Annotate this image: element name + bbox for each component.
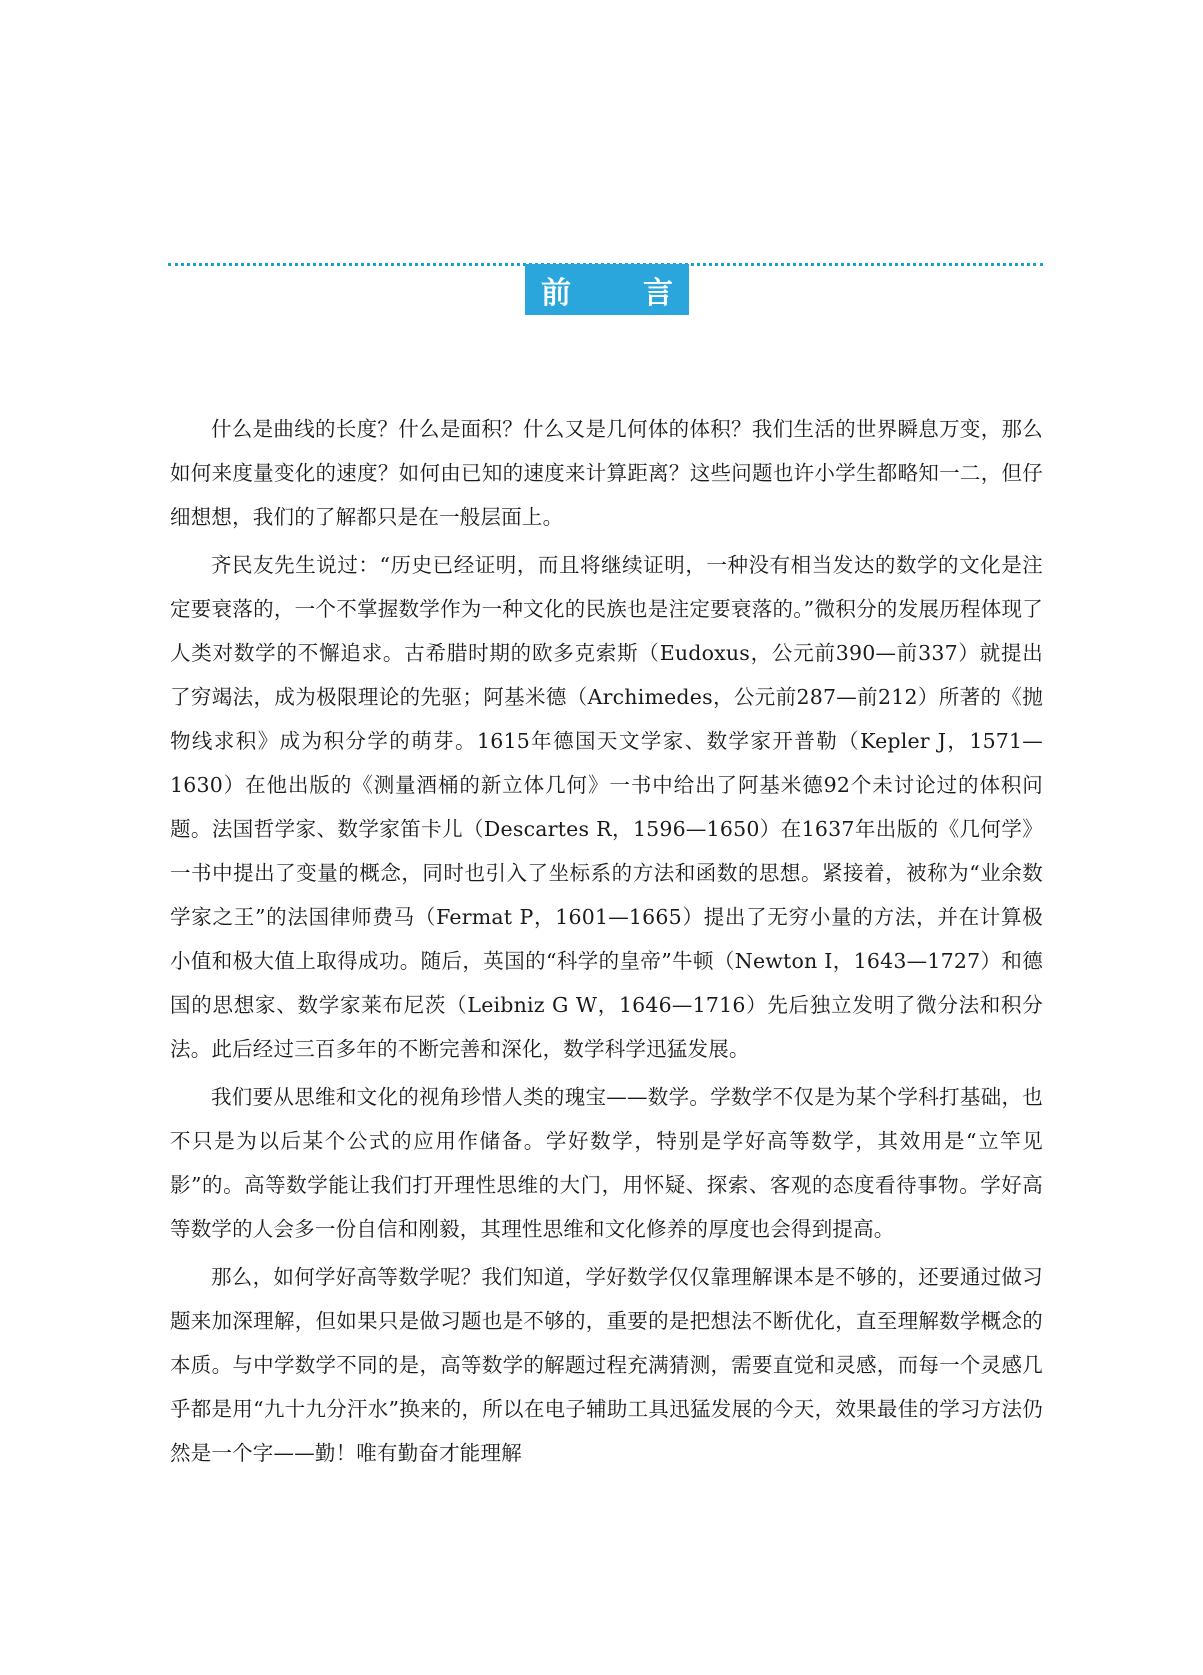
preface-heading [525,264,689,315]
heading-char-1: 前 [541,275,571,311]
paragraph-2: 齐民友先生说过：“历史已经证明，而且将继续证明，一种没有相当发达的数学的文化是注定要衰落的，一个不掌握数学作为一种文化的民族也是注定要衰落的。”微积分的发展历程体现了人类对数学的不懈追求。古希腊时期的欧多克索斯（Eudoxus，公元前390—前337）就提出了穷竭法，成为极限理论的先驱；阿基米德（Archimedes，公元前287—前212）所著的《抛物线求积》成为积分学的萌芽。1615年德国天文学家、数学家开普勒（Kepler J，1571—1630）在他出版的《测量酒桶的新立体几何》一书中给出了阿基米德92个未讨论过的体积问题。法国哲学家、数学家笛卡儿（Descartes R，1596—1650）在1637年出版的《几何学》一书中提出了变量的概念，同时也引入了坐标系的方法和函数的思想。紧接着，被称为“业余数学家之王”的法国律师费马（Fermat P，1601—1665）提出了无穷小量的方法，并在计算极小值和极大值上取得成功。随后，英国的“科学的皇帝”牛顿（Newton I，1643—1727）和德国的思想家、数学家莱布尼茨（Leibniz G W，1646—1716）先后独立发明了微分法和积分法。此后经过三百多年的不断完善和深化，数学科学迅猛发展。 [170,553,1043,1061]
paragraph-3: 我们要从思维和文化的视角珍惜人类的瑰宝——数学。学数学不仅是为某个学科打基础，也不只是为以后某个公式的应用作储备。学好数学，特别是学好高等数学，其效用是“立竿见影”的。高等数学能让我们打开理性思维的大门，用怀疑、探索、客观的态度看待事物。学好高等数学的人会多一份自信和刚毅，其理性思维和文化修养的厚度也会得到提高。 [170,1085,1043,1241]
heading-char-2: 言 [643,275,673,311]
paragraph-1: 什么是曲线的长度？什么是面积？什么又是几何体的体积？我们生活的世界瞬息万变，那么如何来度量变化的速度？如何由已知的速度来计算距离？这些问题也许小学生都略知一二，但仔细想想，我们的了解都只是在一般层面上。 [170,417,1043,529]
paragraph-4: 那么，如何学好高等数学呢？我们知道，学好数学仅仅靠理解课本是不够的，还要通过做习题来加深理解，但如果只是做习题也是不够的，重要的是把想法不断优化，直至理解数学概念的本质。与中学数学不同的是，高等数学的解题过程充满猜测，需要直觉和灵感，而每一个灵感几乎都是用“九十九分汗水”换来的，所以在电子辅助工具迅猛发展的今天，效果最佳的学习方法仍然是一个字——勤！唯有勤奋才能理解 [170,1265,1043,1465]
preface-body [170,407,1043,1479]
